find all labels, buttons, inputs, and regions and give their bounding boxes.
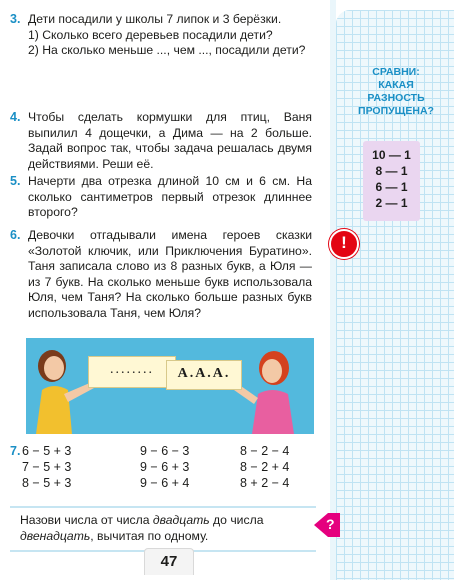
expression: 9 − 6 − 3 [140, 444, 190, 458]
question-mark: ? [326, 516, 335, 532]
expression-column [140, 443, 189, 491]
differences-card [363, 141, 420, 221]
number-word: двадцать [152, 513, 210, 527]
warning-mark: ! [341, 233, 347, 252]
expression-column [240, 443, 289, 491]
question-icon [312, 512, 340, 538]
task-4 [10, 110, 312, 172]
title-line: РАЗНОСТЬ [367, 92, 425, 104]
task-text: Чтобы сделать кормушки для птиц, Ваня выпилил 4 дощечки, а Дима — на 2 больше. Задай вопрос так, чтобы задача решалась двумя действиями. Реши её. [28, 110, 312, 171]
counting-task [10, 506, 316, 552]
number-word: двенадцать [20, 528, 91, 543]
margin-grid-panel [336, 10, 454, 580]
task-text: Начерти два отрезка длиной 10 см и 6 см. На сколько сантиметров первый отрезок длиннее второго? [28, 174, 312, 219]
expression: 6 — 1 [375, 180, 408, 194]
illustration-girls-with-cards [26, 338, 314, 434]
task-text: , вычитая по одному. [90, 528, 209, 543]
task-text: Девочки отгадывали имена героев сказки «Золотой ключик, или Приключения Буратино». Таня записала слово из 8 разных букв, а Юля — из 7 букв. На сколько меньше букв использовала Юля, чем Таня? На сколько больше разных букв использовала Таня, чем Юля? [28, 228, 312, 320]
task-number: 7. [10, 444, 21, 458]
expression-list [363, 141, 420, 211]
task-6 [10, 228, 312, 321]
word-card-right [166, 360, 242, 390]
expression: 10 — 1 [372, 148, 411, 162]
expression: 7 − 5 + 3 [22, 460, 72, 474]
title-line: СРАВНИ: [372, 66, 420, 78]
title-line: ПРОПУЩЕНА? [358, 105, 434, 117]
expression: 8 − 2 − 4 [240, 444, 290, 458]
task-5 [10, 174, 312, 221]
expression: 8 − 5 + 3 [22, 476, 72, 490]
task-3 [10, 12, 312, 59]
task-number: 4. [10, 110, 21, 124]
word-card-left [88, 356, 176, 388]
task-text: до числа [209, 513, 264, 527]
task-7 [10, 443, 312, 491]
expression: 2 — 1 [375, 196, 408, 210]
expression: 8 − 2 + 4 [240, 460, 290, 474]
title-line: КАКАЯ [378, 79, 414, 91]
task-number: 6. [10, 228, 21, 242]
task-text: Назови числа от числа [20, 513, 153, 527]
task-text: Дети посадили у школы 7 липок и 3 берёзки. [28, 12, 282, 26]
expression: 8 — 1 [375, 164, 408, 178]
expression: 6 − 5 + 3 [22, 444, 72, 458]
warning-icon [329, 229, 359, 259]
task-number: 5. [10, 174, 21, 188]
expression-column [22, 443, 71, 491]
card-text: ........ [110, 362, 154, 377]
expression: 9 − 6 + 3 [140, 460, 190, 474]
task-number: 3. [10, 12, 21, 26]
card-text: А.А.А. [177, 366, 231, 381]
task-question: 2) На сколько меньше ..., чем ..., посадили дети? [28, 43, 306, 57]
task-question: 1) Сколько всего деревьев посадили дети? [28, 27, 273, 42]
page-number: 47 [144, 548, 194, 575]
expression: 9 − 6 + 4 [140, 476, 190, 490]
expression: 8 + 2 − 4 [240, 476, 290, 490]
compare-title [346, 66, 446, 118]
